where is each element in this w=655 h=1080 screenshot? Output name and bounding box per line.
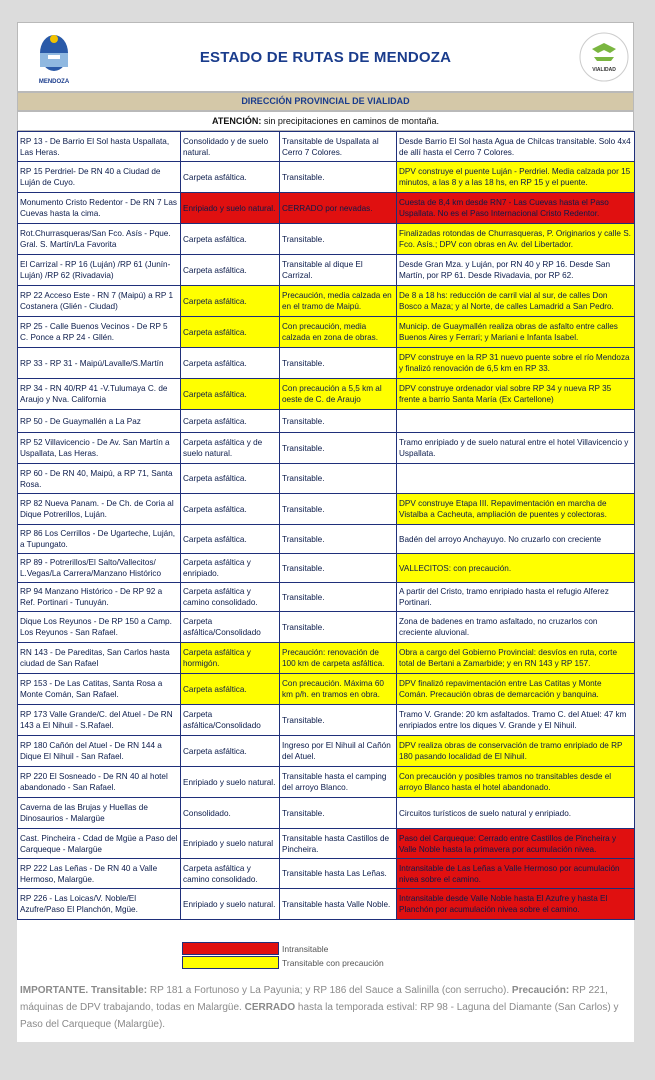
mendoza-shield-logo: [36, 31, 72, 87]
table-row: [18, 612, 635, 643]
surface-cell: Carpeta asfáltica.: [181, 317, 280, 348]
status-cell: Transitable hasta el camping del arroyo Blanco.: [280, 767, 397, 798]
status-cell: Transitable.: [280, 583, 397, 612]
observation-cell: Tramo V. Grande: 20 km asfaltados. Tramo C. del Atuel: 47 km enripiados entre los diques V. Grande y El Nihuil.: [397, 705, 635, 736]
route-cell: RP 60 - De RN 40, Maipú, a RP 71, Santa Rosa.: [18, 464, 181, 494]
surface-cell: Enripiado y suelo natural.: [181, 193, 280, 224]
status-cell: Transitable hasta Castillos de Pincheira.: [280, 829, 397, 859]
attention-banner: [17, 111, 634, 131]
surface-cell: Consolidado y de suelo natural.: [181, 132, 280, 162]
note-transitable-label: Transitable:: [90, 985, 148, 996]
status-cell: Transitable.: [280, 705, 397, 736]
status-cell: Transitable al dique El Carrizal.: [280, 255, 397, 286]
observation-cell: Municip. de Guaymallén realiza obras de asfalto entre calles Buenos Aires y Ferrari; y Mariani e Infanta Isabel.: [397, 317, 635, 348]
surface-cell: Consolidado.: [181, 798, 280, 829]
route-cell: RP 22 Acceso Este - RN 7 (Maipú) a RP 1 Costanera (Glién - Ciudad): [18, 286, 181, 317]
surface-cell: Carpeta asfáltica y camino consolidado.: [181, 859, 280, 889]
agency-subheader: DIRECCIÓN PROVINCIAL DE VIALIDAD: [17, 92, 634, 111]
surface-cell: Carpeta asfáltica y camino consolidado.: [181, 583, 280, 612]
table-row: [18, 132, 635, 162]
legend-swatch-red: [182, 942, 279, 955]
table-row: [18, 554, 635, 583]
note-precaution-label: Precaución:: [511, 985, 570, 996]
route-cell: RP 222 Las Leñas - De RN 40 a Valle Hermoso, Malargüe.: [18, 859, 181, 889]
table-row: [18, 379, 635, 410]
surface-cell: Carpeta asfáltica.: [181, 410, 280, 433]
table-row: [18, 494, 635, 525]
observation-cell: DPV construye Etapa III. Repavimentación en marcha de Vistalba a Cacheuta, ampliación de puentes y colectoras.: [397, 494, 635, 525]
observation-cell: Desde Barrio El Sol hasta Agua de Chilcas transitable. Solo 4x4 de allí hasta el Cerro 7 Colores.: [397, 132, 635, 162]
surface-cell: Enripiado y suelo natural.: [181, 767, 280, 798]
route-cell: RP 173 Valle Grande/C. del Atuel - De RN 143 a El Nihuil - S.Rafael.: [18, 705, 181, 736]
status-cell: Transitable de Uspallata al Cerro 7 Colores.: [280, 132, 397, 162]
status-cell: CERRADO por nevadas.: [280, 193, 397, 224]
surface-cell: Carpeta asfáltica y de suelo natural.: [181, 433, 280, 464]
observation-cell: Intransitable de Las Leñas a Valle Hermoso por acumulación nivea sobre el camino.: [397, 859, 635, 889]
status-cell: Con precaución a 5,5 km al oeste de C. de Araujo: [280, 379, 397, 410]
observation-cell: Finalizadas rotondas de Churrasqueras, P. Originarios y calle S. Fco. Asís.; DPV con obras en Av. del Libertador.: [397, 224, 635, 255]
observation-cell: [397, 410, 635, 433]
table-row: [18, 736, 635, 767]
table-row: [18, 705, 635, 736]
table-row: [18, 829, 635, 859]
note-closed-text: hasta la temporada estival: RP 98 - Laguna del Diamante (San Carlos) y Paso del Carqueque (Malargüe).: [20, 1002, 619, 1030]
status-cell: Transitable.: [280, 224, 397, 255]
route-cell: RP 82 Nueva Panam. - De Ch. de Coria al Dique Potrerillos, Luján.: [18, 494, 181, 525]
route-cell: RP 153 - De Las Catitas, Santa Rosa a Monte Comán, San Rafael.: [18, 674, 181, 705]
route-cell: Dique Los Reyunos - De RP 150 a Camp. Los Reyunos - San Rafael.: [18, 612, 181, 643]
table-row: [18, 674, 635, 705]
note-transitable-text: RP 181 a Fortunoso y La Payunia; y RP 186 del Sauce a Salinilla (con serrucho).: [147, 985, 510, 996]
surface-cell: Carpeta asfáltica.: [181, 525, 280, 554]
route-cell: RP 86 Los Cerrillos - De Ugarteche, Luján, a Tupungato.: [18, 525, 181, 554]
observation-cell: DPV construye en la RP 31 nuevo puente sobre el río Mendoza y finalizó renovación de 6,5 km en RP 33.: [397, 348, 635, 379]
route-cell: RP 50 - De Guaymallén a La Paz: [18, 410, 181, 433]
status-cell: Transitable.: [280, 612, 397, 643]
observation-cell: DPV construye ordenador vial sobre RP 34 y nueva RP 35 frente a barrio Santa María (Ex Cartellone): [397, 379, 635, 410]
observation-cell: Badén del arroyo Anchayuyo. No cruzarlo con creciente: [397, 525, 635, 554]
surface-cell: Enripiado y suelo natural: [181, 829, 280, 859]
table-row: [18, 464, 635, 494]
route-cell: RP 15 Perdriel- De RN 40 a Ciudad de Luján de Cuyo.: [18, 162, 181, 193]
legend-item-caution: [182, 956, 432, 969]
route-cell: RP 34 - RN 40/RP 41 -V.Tulumaya C. de Araujo y Nva. California: [18, 379, 181, 410]
surface-cell: Carpeta asfáltica.: [181, 736, 280, 767]
observation-cell: De 8 a 18 hs: reducción de carril vial al sur, de calles Don Bosco a Maza; y al Norte, de calles Lamadrid a San Pedro.: [397, 286, 635, 317]
surface-cell: Carpeta asfáltica.: [181, 674, 280, 705]
surface-cell: Carpeta asfáltica y hormigón.: [181, 643, 280, 674]
table-row: [18, 433, 635, 464]
status-cell: Transitable hasta Las Leñas.: [280, 859, 397, 889]
route-cell: RP 226 - Las Loicas/V. Noble/El Azufre/Paso El Planchón, Mgüe.: [18, 889, 181, 920]
status-cell: Precaución: renovación de 100 km de carpeta asfáltica.: [280, 643, 397, 674]
observation-cell: DPV construye el puente Luján - Perdriel. Media calzada por 15 minutos, a las 8 y a las 18 hs, en RP 15 y el puente.: [397, 162, 635, 193]
table-row: [18, 255, 635, 286]
page-title: ESTADO DE RUTAS DE MENDOZA: [199, 49, 452, 66]
report-header: [17, 22, 634, 92]
table-row: [18, 286, 635, 317]
legend-label: Intransitable: [282, 943, 329, 954]
observation-cell: DPV realiza obras de conservación de tramo enripiado de RP 180 pasando localidad de El Nihuil.: [397, 736, 635, 767]
table-row: [18, 525, 635, 554]
table-row: [18, 162, 635, 193]
table-row: [18, 643, 635, 674]
observation-cell: [397, 464, 635, 494]
observation-cell: Desde Gran Mza. y Luján, por RN 40 y RP 16. Desde San Martín, por RP 61. Desde Rivadavia, por RP 62.: [397, 255, 635, 286]
attention-text: sin precipitaciones en caminos de montaña.: [261, 116, 439, 126]
table-row: [18, 798, 635, 829]
observation-cell: Cuesta de 8,4 km desde RN7 - Las Cuevas hasta el Paso Uspallata. No es el Paso Internacional Cristo Redentor.: [397, 193, 635, 224]
table-row: [18, 859, 635, 889]
status-cell: Precaución, media calzada en en el tramo de Maipú.: [280, 286, 397, 317]
status-cell: Ingreso por El Nihuil al Cañón del Atuel.: [280, 736, 397, 767]
status-cell: Transitable.: [280, 464, 397, 494]
table-row: [18, 317, 635, 348]
route-cell: RP 94 Manzano Histórico - De RP 92 a Ref. Portinari - Tunuyán.: [18, 583, 181, 612]
status-cell: Transitable.: [280, 348, 397, 379]
status-cell: Transitable hasta Valle Noble.: [280, 889, 397, 920]
route-cell: RP 25 - Calle Buenos Vecinos - De RP 5 C. Ponce a RP 24 - Gllén.: [18, 317, 181, 348]
note-important-label: IMPORTANTE.: [20, 985, 89, 996]
observation-cell: Circuitos turísticos de suelo natural y enripiado.: [397, 798, 635, 829]
vialidad-logo: [578, 31, 630, 83]
route-cell: RN 143 - De Pareditas, San Carlos hasta ciudad de San Rafael: [18, 643, 181, 674]
table-row: [18, 193, 635, 224]
legend: [182, 942, 432, 972]
table-row: [18, 348, 635, 379]
legend-swatch-yellow: [182, 956, 279, 969]
status-cell: Con precaución, media calzada en zona de obras.: [280, 317, 397, 348]
surface-cell: Enripiado y suelo natural.: [181, 889, 280, 920]
surface-cell: Carpeta asfáltica/Consolidado: [181, 705, 280, 736]
route-cell: Cast. Pincheira - Cdad de Mgüe a Paso del Carqueque - Malargüe: [18, 829, 181, 859]
status-cell: Transitable.: [280, 162, 397, 193]
mendoza-logo-text: MENDOZA: [38, 79, 70, 85]
surface-cell: Carpeta asfáltica.: [181, 255, 280, 286]
observation-cell: VALLECITOS: con precaución.: [397, 554, 635, 583]
vialidad-logo-text: VIALIDAD: [592, 67, 616, 73]
note-precaution-text: RP 221, máquinas de DPV trabajando, todas en Malargüe.: [20, 985, 608, 1013]
surface-cell: Carpeta asfáltica.: [181, 348, 280, 379]
table-row: [18, 410, 635, 433]
observation-cell: Tramo enripiado y de suelo natural entre el hotel Villavicencio y Uspallata.: [397, 433, 635, 464]
attention-label: ATENCIÓN:: [212, 116, 262, 126]
status-cell: Transitable.: [280, 433, 397, 464]
surface-cell: Carpeta asfáltica.: [181, 162, 280, 193]
legend-item-intransitable: [182, 942, 432, 955]
observation-cell: Intransitable desde Valle Noble hasta El Azufre y hasta El Planchón por acumulación nivea sobre el camino.: [397, 889, 635, 920]
important-note: [20, 982, 630, 1033]
table-row: [18, 583, 635, 612]
observation-cell: Paso del Carqueque: Cerrado entre Castillos de Pincheira y Valle Noble hasta la primavera por acumulación nivea.: [397, 829, 635, 859]
status-cell: Transitable.: [280, 410, 397, 433]
status-cell: Con precaución. Máxima 60 km p/h. en tramos en obra.: [280, 674, 397, 705]
route-cell: RP 89 - Potrerillos/El Salto/Vallecitos/ L.Vegas/La Carrera/Manzano Histórico: [18, 554, 181, 583]
route-cell: El Carrizal - RP 16 (Luján) /RP 61 (Junín-Luján) /RP 62 (Rivadavia): [18, 255, 181, 286]
observation-cell: Con precaución y posibles tramos no transitables desde el arroyo Blanco hasta el hotel abandonado.: [397, 767, 635, 798]
status-cell: Transitable.: [280, 525, 397, 554]
surface-cell: Carpeta asfáltica.: [181, 379, 280, 410]
surface-cell: Carpeta asfáltica.: [181, 286, 280, 317]
status-cell: Transitable.: [280, 554, 397, 583]
table-row: [18, 767, 635, 798]
observation-cell: Zona de badenes en tramo asfaltado, no cruzarlos con creciente aluvional.: [397, 612, 635, 643]
surface-cell: Carpeta asfáltica y enripiado.: [181, 554, 280, 583]
surface-cell: Carpeta asfáltica.: [181, 224, 280, 255]
status-cell: Transitable.: [280, 798, 397, 829]
table-row: [18, 224, 635, 255]
observation-cell: A partir del Cristo, tramo enripiado hasta el refugio Alferez Portinari.: [397, 583, 635, 612]
route-cell: RP 52 Villavicencio - De Av. San Martín a Uspallata, Las Heras.: [18, 433, 181, 464]
route-cell: Rot.Churrasqueras/San Fco. Asís - Pque. Gral. S. Martín/La Favorita: [18, 224, 181, 255]
table-row: [18, 889, 635, 920]
observation-cell: Obra a cargo del Gobierno Provincial: desvíos en ruta, corte total de Bertani a Zamarbide; y en RN 143 y RP 157.: [397, 643, 635, 674]
status-cell: Transitable.: [280, 494, 397, 525]
legend-label: Transitable con precaución: [282, 957, 384, 968]
route-cell: Monumento Cristo Redentor - De RN 7 Las Cuevas hasta la cima.: [18, 193, 181, 224]
observation-cell: DPV finalizó repavimentación entre Las Catitas y Monte Comán. Precaución obras de demarcación y banquina.: [397, 674, 635, 705]
route-cell: RP 33 - RP 31 - Maipú/Lavalle/S.Martín: [18, 348, 181, 379]
note-closed-label: CERRADO: [244, 1002, 296, 1013]
route-cell: Caverna de las Brujas y Huellas de Dinosaurios - Malargüe: [18, 798, 181, 829]
surface-cell: Carpeta asfáltica.: [181, 464, 280, 494]
route-cell: RP 13 - De Barrio El Sol hasta Uspallata, Las Heras.: [18, 132, 181, 162]
routes-table: [17, 131, 635, 920]
surface-cell: Carpeta asfáltica/Consolidado: [181, 612, 280, 643]
route-cell: RP 220 El Sosneado - De RN 40 al hotel abandonado - San Rafael.: [18, 767, 181, 798]
route-cell: RP 180 Cañón del Atuel - De RN 144 a Dique El Nihuil - San Rafael.: [18, 736, 181, 767]
surface-cell: Carpeta asfáltica.: [181, 494, 280, 525]
